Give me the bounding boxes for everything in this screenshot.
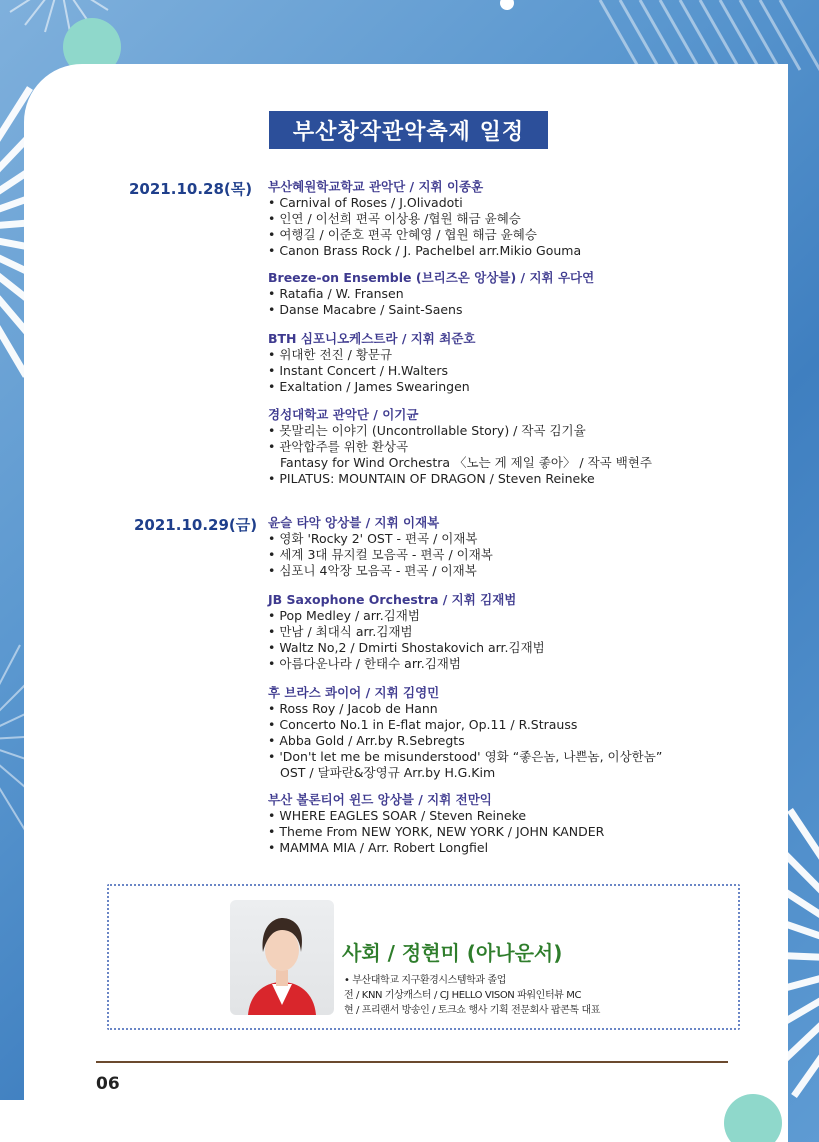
group-5 <box>268 515 493 579</box>
program-item: • PILATUS: MOUNTAIN OF DRAGON / Steven Reineke <box>268 471 595 486</box>
date-day-1: 2021.10.28(목) <box>129 180 253 198</box>
decor-dot <box>500 0 514 10</box>
content-card-bottom <box>0 1100 700 1142</box>
group-title: JB Saxophone Orchestra / 지휘 김재범 <box>268 592 517 607</box>
program-item: • 관악합주를 위한 환상곡 <box>268 439 409 454</box>
program-item: • Carnival of Roses / J.Olivadoti <box>268 195 463 210</box>
program-item: • 만남 / 최대식 arr.김재범 <box>268 624 413 639</box>
program-item: • Ratafia / W. Fransen <box>268 286 404 301</box>
program-item: • WHERE EAGLES SOAR / Steven Reineke <box>268 808 527 823</box>
program-item: • 'Don't let me be misunderstood' 영화 “좋은놈, 나쁜놈, 이상한놈” <box>268 749 663 764</box>
group-title: Breeze-on Ensemble (브리즈온 앙상블) / 지휘 우다연 <box>268 270 595 285</box>
host-portrait <box>230 900 334 1015</box>
program-item: • Waltz No,2 / Dmirti Shostakovich arr.김재범 <box>268 640 545 655</box>
ray-burst-top-right <box>600 0 819 70</box>
program-item: • 영화 'Rocky 2' OST - 편곡 / 이재복 <box>268 531 478 546</box>
group-8 <box>268 792 604 856</box>
program-item: • 심포니 4악장 모음곡 - 편곡 / 이재복 <box>268 563 477 578</box>
group-title: BTH 심포니오케스트라 / 지휘 최준호 <box>268 331 476 346</box>
program-item: OST / 달파란&장영규 Arr.by H.G.Kim <box>280 765 496 780</box>
group-7 <box>268 685 662 781</box>
group-title: 부산 볼론티어 윈드 앙상블 / 지휘 전만익 <box>268 792 492 807</box>
host-bio-line: 전 / KNN 기상캐스터 / CJ HELLO VISON 파워인터뷰 MC <box>344 990 582 1001</box>
host-title: 사회 / 정현미 (아나운서) <box>342 941 563 965</box>
footer-divider <box>96 1061 728 1063</box>
program-item: • MAMMA MIA / Arr. Robert Longfiel <box>268 840 489 855</box>
program-item: • Danse Macabre / Saint-Saens <box>268 302 463 317</box>
program-item: • 아름다운나라 / 한태수 arr.김재범 <box>268 656 461 671</box>
group-title: 후 브라스 콰이어 / 지휘 김영민 <box>268 685 440 700</box>
program-item: • Theme From NEW YORK, NEW YORK / JOHN KANDER <box>268 824 605 839</box>
group-6 <box>268 592 545 672</box>
group-4 <box>268 407 652 487</box>
program-item: • Ross Roy / Jacob de Hann <box>268 701 438 716</box>
program-item: • Instant Concert / H.Walters <box>268 363 448 378</box>
program-item: • 여행길 / 이준호 편곡 안혜영 / 협원 해금 윤혜승 <box>268 227 537 242</box>
program-item: • Concerto No.1 in E-flat major, Op.11 / R.Strauss <box>268 717 578 732</box>
program-item: • 인연 / 이선희 편곡 이상용 /협원 해금 윤혜승 <box>268 211 521 226</box>
program-item: • Abba Gold / Arr.by R.Sebregts <box>268 733 465 748</box>
program-item: • 세계 3대 뮤지컬 모음곡 - 편곡 / 이재복 <box>268 547 493 562</box>
page-title: 부산창작관악축제 일정 <box>269 111 548 149</box>
host-photo-image <box>230 900 334 1015</box>
page-number: 06 <box>96 1074 120 1094</box>
program-item: Fantasy for Wind Orchestra 〈노는 게 제일 좋아〉 / 작곡 백현주 <box>280 455 652 470</box>
group-title: 부산혜원학교학교 관악단 / 지휘 이종훈 <box>268 179 484 194</box>
group-title: 윤슬 타악 앙상블 / 지휘 이재복 <box>268 515 440 530</box>
host-bio-line: 현 / 프리랜서 방송인 / 토크쇼 행사 기획 전문회사 팝콘톡 대표 <box>344 1005 600 1016</box>
host-bio-line: • 부산대학교 지구환경시스템학과 졸업 <box>344 975 506 986</box>
group-2 <box>268 270 594 318</box>
group-1 <box>268 179 581 259</box>
program-item: • 못말리는 이야기 (Uncontrollable Story) / 작곡 김기율 <box>268 423 586 438</box>
group-3 <box>268 331 475 395</box>
group-title: 경성대학교 관악단 / 이기균 <box>268 407 419 422</box>
program-item: • Exaltation / James Swearingen <box>268 379 470 394</box>
program-item: • Canon Brass Rock / J. Pachelbel arr.Mikio Gouma <box>268 243 582 258</box>
program-item: • 위대한 전진 / 황문규 <box>268 347 393 362</box>
date-day-2: 2021.10.29(금) <box>134 516 258 534</box>
program-item: • Pop Medley / arr.김재범 <box>268 608 420 623</box>
